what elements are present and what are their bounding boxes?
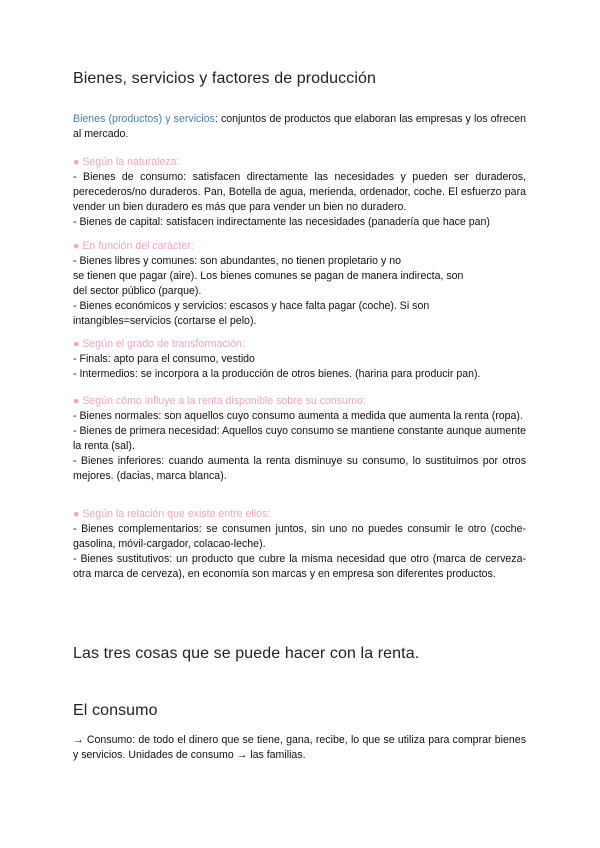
consumo-paragraph: → Consumo: de todo el dinero que se tiene, gana, recibe, lo que se utiliza para comprar bienes y servicios. Unidades de consumo → las familias.: [73, 734, 526, 761]
section-relacion: [73, 507, 526, 582]
list-item: - Bienes inferiores: cuando aumenta la renta disminuye su consumo, lo sustituimos por otros mejores. (dacias, marca blanca).: [73, 455, 526, 482]
intro-paragraph: Bienes (productos) y servicios: conjuntos de productos que elaboran las empresas y los ofrecen al mercado.: [73, 113, 526, 140]
section-title-consumo: El consumo: [73, 702, 158, 719]
bullet-heading: ● Según la naturaleza:: [73, 156, 180, 168]
bullet-heading: ● En función del carácter:: [73, 240, 194, 252]
section-transformacion: [73, 337, 526, 382]
list-item: - Bienes sustitutivos: un producto que cubre la misma necesidad que otro (marca de cerveza-otra marca de cerveza), en economía son marcas y en empresa son diferentes productos.: [73, 553, 526, 580]
list-item: - Bienes de primera necesidad: Aquellos cuyo consumo se mantiene constante aunque aumente la renta (sal).: [73, 425, 526, 452]
list-item: - Bienes de capital: satisfacen indirectamente las necesidades (panadería que hace pan): [73, 216, 490, 228]
list-item: - Bienes económicos y servicios: escasos y hace falta pagar (coche). Si son: [73, 300, 430, 312]
list-item: intangibles=servicios (cortarse el pelo).: [73, 315, 257, 327]
list-item: del sector público (parque).: [73, 285, 202, 297]
list-item: - Bienes normales: son aquellos cuyo consumo aumenta a medida que aumenta la renta (ropa).: [73, 410, 523, 422]
list-item: - Bienes de consumo: satisfacen directamente las necesidades y pueden ser duraderos, perecederos/no duraderos. Pan, Botella de agua, merienda, ordenador, coche. El esfuerzo para vender un bien duradero es más que para vender un bien no duradero.: [73, 171, 526, 213]
term-highlight: Bienes (productos) y servicios: [73, 113, 215, 125]
section-naturaleza: [73, 155, 526, 230]
list-item: - Intermedios: se incorpora a la producción de otros bienes. (harina para producir pan).: [73, 368, 481, 380]
list-item: se tienen que pagar (aire). Los bienes comunes se pagan de manera indirecta, son: [73, 270, 464, 282]
bullet-heading: ● Según el grado de transformación:: [73, 338, 245, 350]
section-renta: [73, 394, 526, 484]
bullet-heading: ● Según la relación que existe entre ellos:: [73, 508, 271, 520]
list-item: - Bienes complementarios: se consumen juntos, sin uno no puedes consumir le otro (coche-gasolina, móvil-cargador, colacao-leche).: [73, 523, 526, 550]
section-title-bienes: Bienes, servicios y factores de producción: [73, 70, 377, 87]
bullet-heading: ● Según cómo influye a la renta disponible sobre su consumo:: [73, 395, 366, 407]
section-title-renta: Las tres cosas que se puede hacer con la renta.: [73, 645, 420, 662]
section-caracter: [73, 239, 526, 329]
list-item: - Finals: apto para el consumo, vestido: [73, 353, 255, 365]
list-item: - Bienes libres y comunes: son abundantes, no tienen propietario y no: [73, 255, 402, 267]
